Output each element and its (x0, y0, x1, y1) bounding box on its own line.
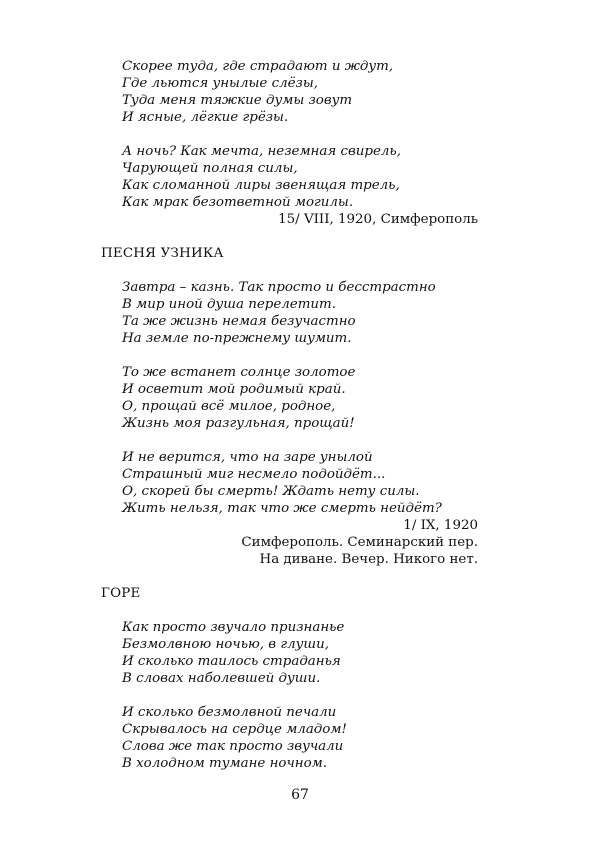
verse-line: Как сломанной лиры звенящая трель, (122, 178, 400, 193)
verse-line: Скорее туда, где страдают и ждут, (122, 59, 394, 74)
poem-date: 1/ IX, 1920 (403, 518, 478, 533)
verse-line: О, прощай всё милое, родное, (122, 399, 336, 414)
verse-line: И ясные, лёгкие грёзы. (122, 110, 289, 125)
poem-date-place: 15/ VIII, 1920, Симферополь (278, 212, 478, 227)
verse-line: В словах наболевшей души. (122, 671, 321, 686)
verse-line: Скрывалось на сердце младом! (122, 722, 347, 737)
verse-line: Как мрак безответной могилы. (122, 195, 354, 210)
poem-place: Симферополь. Семинарский пер. (241, 535, 478, 550)
verse-line: И сколько таилось страданья (122, 654, 341, 669)
verse-line: Та же жизнь немая безучастно (122, 314, 356, 329)
verse-line: Жить нельзя, так что же смерть нейдёт? (122, 501, 442, 516)
verse-line: Где льются унылые слёзы, (122, 76, 318, 91)
verse-line: Безмолвною ночью, в глуши, (122, 637, 329, 652)
verse-line: То же встанет солнце золотое (122, 365, 356, 380)
verse-line: Слова же так просто звучали (122, 739, 344, 754)
poem-note: На диване. Вечер. Никого нет. (259, 552, 478, 567)
verse-line: О, скорей бы смерть! Ждать нету силы. (122, 484, 420, 499)
verse-line: Страшный миг несмело подойдёт... (122, 467, 386, 482)
verse-line: А ночь? Как мечта, неземная свирель, (122, 144, 401, 159)
verse-line: И сколько безмолвной печали (122, 705, 337, 720)
verse-line: И осветит мой родимый край. (122, 382, 346, 397)
verse-line: Чарующей полная силы, (122, 161, 298, 176)
page-number: 67 (291, 787, 309, 803)
verse-line: Туда меня тяжкие думы зовут (122, 93, 353, 108)
verse-line: Завтра – казнь. Так просто и бесстрастно (122, 280, 436, 295)
poem-title: ГОРЕ (101, 586, 141, 601)
verse-line: И не верится, что на заре унылой (122, 450, 373, 465)
verse-line: В холодном тумане ночном. (122, 756, 328, 771)
verse-line: Как просто звучало признанье (122, 620, 345, 635)
verse-line: Жизнь моя разгульная, прощай! (122, 416, 355, 431)
verse-line: На земле по-прежнему шумит. (122, 331, 352, 346)
verse-line: В мир иной душа перелетит. (122, 297, 336, 312)
poem-title: ПЕСНЯ УЗНИКА (101, 246, 224, 261)
